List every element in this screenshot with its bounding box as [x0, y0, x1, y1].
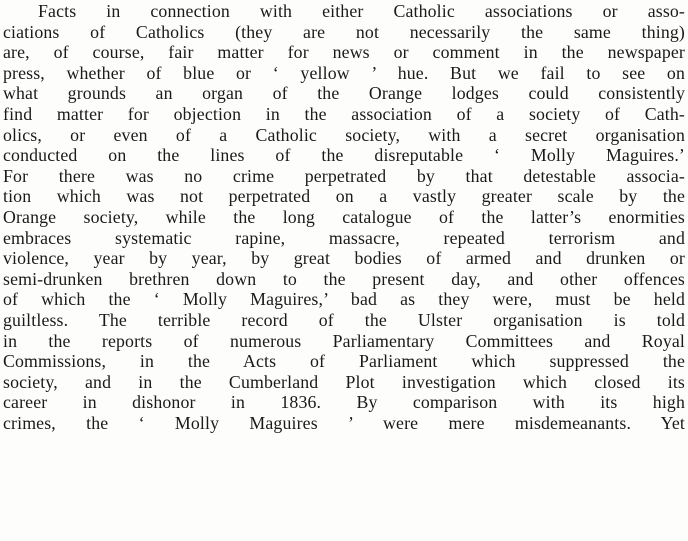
text-line: violence, year by year, by great bodies of armed and drunken or — [3, 248, 685, 269]
text-line: olics, or even of a Catholic society, with a secret organisation — [3, 124, 685, 145]
paragraph — [3, 1, 685, 433]
text-line: in the reports of numerous Parliamentary Committees and Royal — [3, 330, 685, 351]
text-line: ciations of Catholics (they are not necessarily the same thing) — [3, 21, 685, 42]
text-line: society, and in the Cumberland Plot investigation which closed its — [3, 371, 685, 392]
text-line: Orange society, while the long catalogue of the latter’s enormities — [3, 206, 685, 227]
text-line: what grounds an organ of the Orange lodges could consistently — [3, 83, 685, 104]
text-line: semi-drunken brethren down to the present day, and other offences — [3, 268, 685, 289]
text-line: career in dishonor in 1836. By comparison with its high — [3, 392, 685, 413]
text-line: Commissions, in the Acts of Parliament which suppressed the — [3, 351, 685, 372]
text-line: embraces systematic rapine, massacre, repeated terrorism and — [3, 227, 685, 248]
text-line: Facts in connection with either Catholic associations or asso- — [38, 1, 685, 21]
text-line: For there was no crime perpetrated by that detestable associa- — [3, 165, 685, 186]
text-line: of which the ‘ Molly Maguires,’ bad as they were, must be held — [3, 289, 685, 310]
text-line: are, of course, fair matter for news or comment in the newspaper — [3, 42, 685, 63]
text-line: tion which was not perpetrated on a vastly greater scale by the — [3, 186, 685, 207]
text-line: conducted on the lines of the disreputable ‘ Molly Maguires.’ — [3, 145, 685, 166]
text-line: find matter for objection in the association of a society of Cath- — [3, 103, 685, 124]
text-line: guiltless. The terrible record of the Ulster organisation is told — [3, 309, 685, 330]
text-line: press, whether of blue or ‘ yellow ’ hue. But we fail to see on — [3, 62, 685, 83]
text-line: crimes, the ‘ Molly Maguires ’ were mere misdemeanants. Yet — [3, 412, 685, 433]
